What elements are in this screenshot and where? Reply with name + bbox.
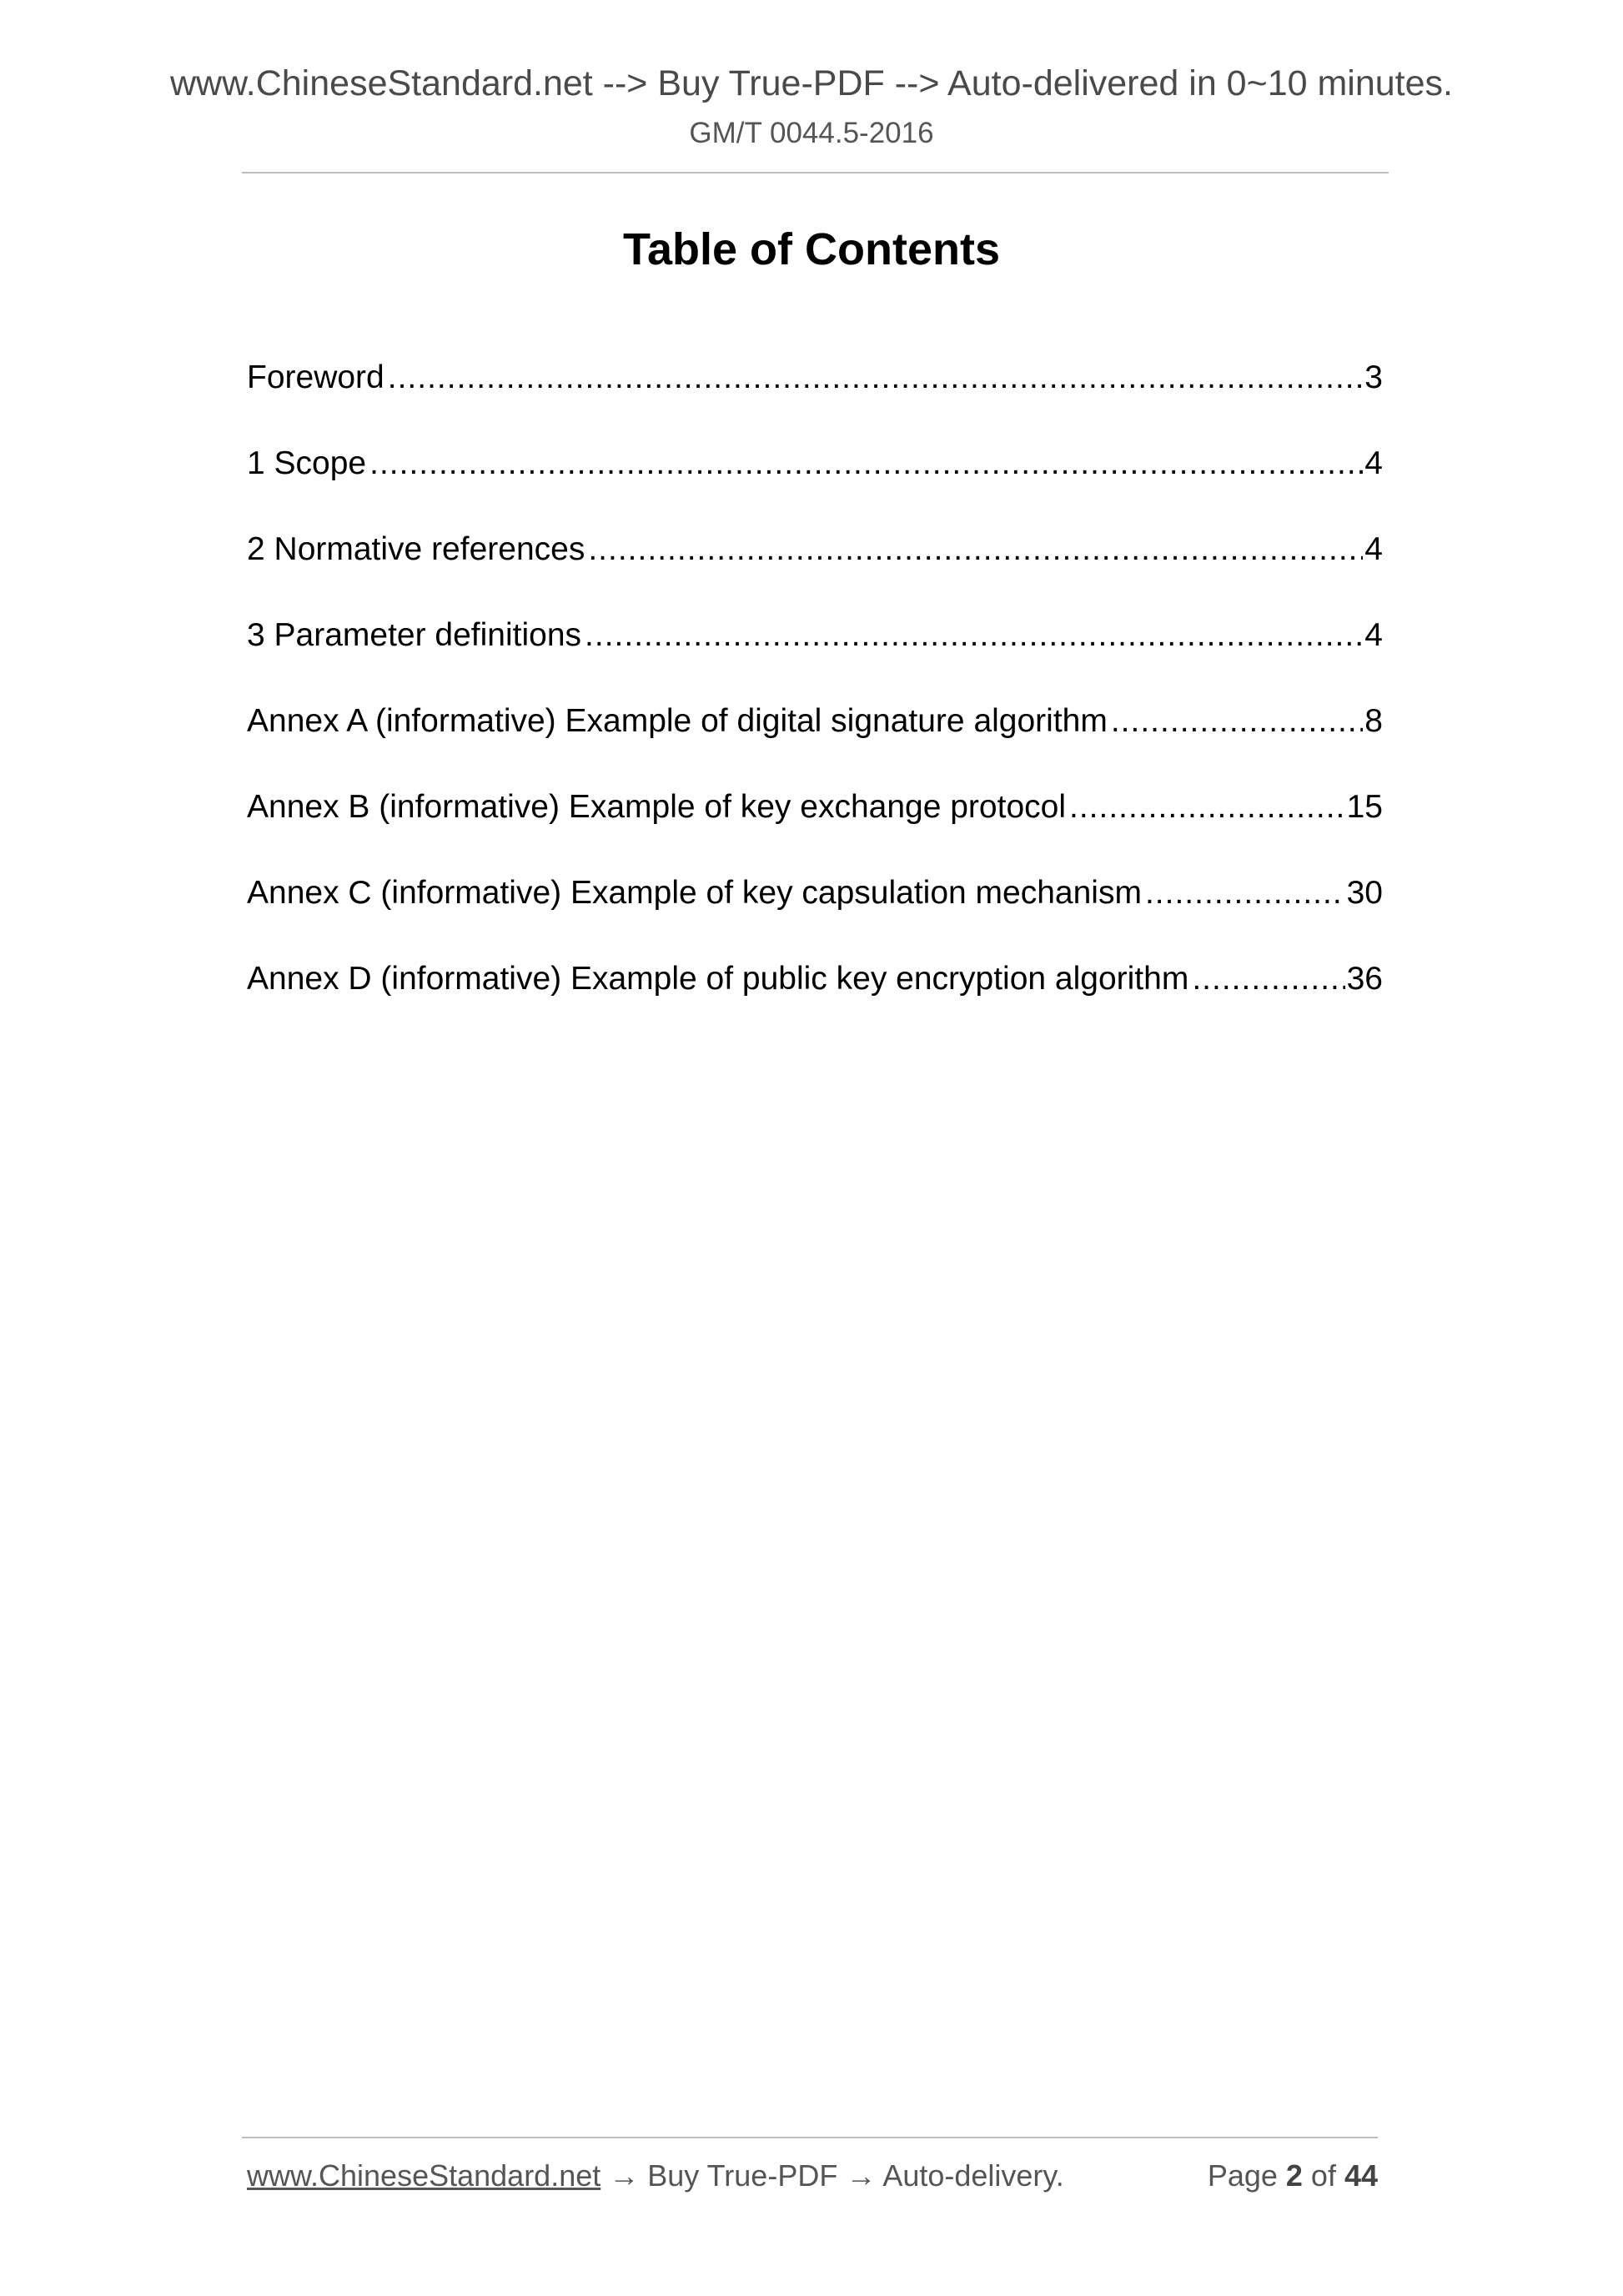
table-of-contents [247,357,1383,1044]
standard-number: GM/T 0044.5-2016 [689,117,934,149]
toc-entry-label: 2 Normative references [247,531,585,567]
dot-leader [1192,958,1344,1000]
dot-leader [1111,701,1363,742]
page-number-total: 44 [1344,2158,1378,2193]
dot-leader [1145,872,1345,914]
toc-entry-label: Annex B (informative) Example of key exchange protocol [247,789,1066,825]
page-title: Table of Contents [623,224,1000,274]
page-footer [247,2158,1378,2193]
footer-divider [242,2137,1378,2138]
footer-site-link[interactable]: www.ChineseStandard.net [247,2158,601,2193]
page-number-prefix: Page [1207,2158,1286,2193]
toc-entry-page: 3 [1364,359,1383,395]
toc-entry-page: 4 [1364,445,1383,481]
toc-entry-page: 15 [1346,789,1383,825]
toc-entry-page: 4 [1364,617,1383,653]
toc-entry-parameter-definitions[interactable] [247,615,1383,701]
toc-entry-page: 36 [1346,961,1383,997]
toc-entry-annex-b[interactable] [247,786,1383,872]
dot-leader [585,615,1363,656]
page-number-of: of [1302,2158,1344,2193]
toc-entry-annex-d[interactable] [247,958,1383,1044]
toc-entry-label: Foreword [247,359,384,395]
toc-entry-page: 8 [1364,703,1383,739]
page-number-current: 2 [1285,2158,1303,2193]
toc-entry-label: 1 Scope [247,445,367,481]
footer-tagline: → Buy True-PDF → Auto-delivery. [600,2158,1064,2193]
toc-entry-page: 30 [1346,875,1383,911]
toc-entry-page: 4 [1364,531,1383,567]
toc-entry-label: Annex D (informative) Example of public key encryption algorithm [247,961,1189,997]
toc-entry-label: Annex A (informative) Example of digital signature algorithm [247,703,1108,739]
page-number [1208,2158,1378,2193]
header-banner: www.ChineseStandard.net --> Buy True-PDF --> Auto-delivered in 0~10 minutes. [169,63,1453,103]
dot-leader [388,357,1364,399]
dot-leader [588,529,1363,570]
toc-entry-annex-c[interactable] [247,872,1383,958]
dot-leader [369,443,1363,485]
header-divider [242,172,1389,173]
toc-entry-label: Annex C (informative) Example of key capsulation mechanism [247,875,1142,911]
toc-entry-normative-references[interactable] [247,529,1383,615]
toc-entry-scope[interactable] [247,443,1383,529]
dot-leader [1069,786,1345,828]
toc-entry-annex-a[interactable] [247,701,1383,786]
toc-entry-label: 3 Parameter definitions [247,617,582,653]
toc-entry-foreword[interactable] [247,357,1383,443]
